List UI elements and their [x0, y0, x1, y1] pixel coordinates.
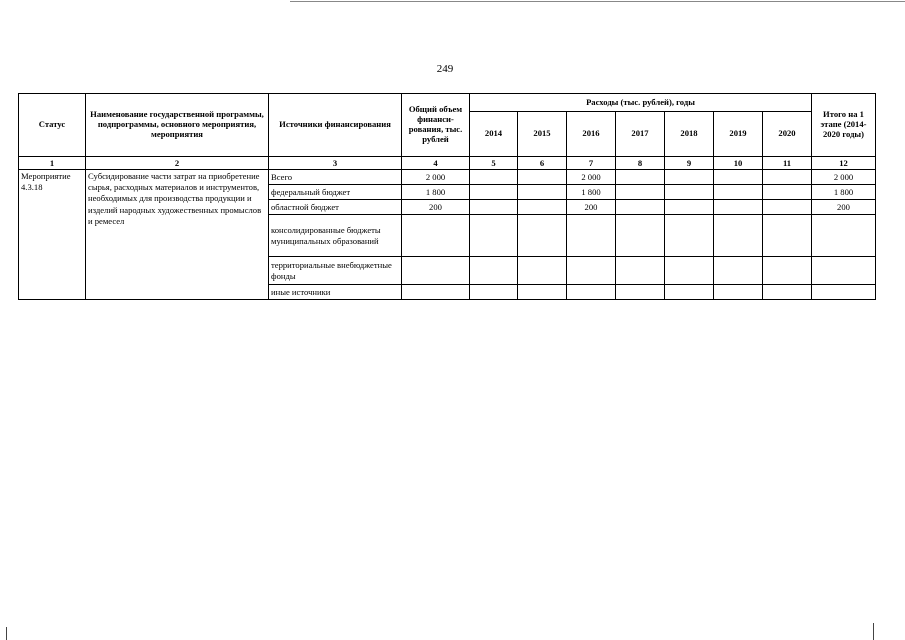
header-sources: Источники финансирования [269, 94, 402, 157]
record-name: Субсидирование части затрат на приобретение сырья, расходных материалов и инструментов, необходимых для производства продукции и изделий народных художественных промыслов и ремесел [86, 170, 269, 300]
total-cell [402, 257, 470, 285]
year-cell: 2 000 [567, 170, 616, 185]
scan-edge-line [290, 1, 905, 2]
year-cell [714, 170, 763, 185]
column-number: 7 [567, 157, 616, 170]
year-cell [714, 257, 763, 285]
stage-total-cell: 1 800 [812, 185, 876, 200]
page-number: 249 [436, 63, 454, 75]
column-number: 2 [86, 157, 269, 170]
stage-total-cell [812, 257, 876, 285]
year-cell [470, 185, 518, 200]
year-cell [714, 215, 763, 257]
year-cell [470, 200, 518, 215]
stage-total-cell [812, 285, 876, 300]
year-cell [665, 215, 714, 257]
year-cell [665, 257, 714, 285]
year-cell [714, 285, 763, 300]
source-cell: областной бюджет [269, 200, 402, 215]
year-cell [518, 200, 567, 215]
year-cell [470, 170, 518, 185]
total-cell: 2 000 [402, 170, 470, 185]
year-cell [763, 185, 812, 200]
year-cell: 1 800 [567, 185, 616, 200]
record-status: Мероприятие 4.3.18 [19, 170, 86, 300]
source-cell: федеральный бюджет [269, 185, 402, 200]
column-number: 8 [616, 157, 665, 170]
year-cell [470, 257, 518, 285]
column-number: 12 [812, 157, 876, 170]
year-cell [665, 170, 714, 185]
stage-total-cell [812, 215, 876, 257]
year-cell [567, 215, 616, 257]
year-cell [518, 257, 567, 285]
year-cell [518, 170, 567, 185]
year-cell [616, 185, 665, 200]
header-year: 2018 [665, 112, 714, 157]
stage-total-cell: 200 [812, 200, 876, 215]
header-year: 2019 [714, 112, 763, 157]
year-cell [616, 257, 665, 285]
budget-table [18, 93, 876, 300]
column-number: 1 [19, 157, 86, 170]
header-row [19, 94, 876, 112]
table-row [19, 170, 876, 185]
year-cell [518, 185, 567, 200]
header-year: 2015 [518, 112, 567, 157]
year-cell [470, 285, 518, 300]
column-number: 5 [470, 157, 518, 170]
header-expenses-group: Расходы (тыс. рублей), годы [470, 94, 812, 112]
source-cell: Всего [269, 170, 402, 185]
total-cell [402, 215, 470, 257]
year-cell [518, 215, 567, 257]
header-year: 2016 [567, 112, 616, 157]
header-stage-total: Итого на 1 этапе (2014-2020 годы) [812, 94, 876, 157]
header-status: Статус [19, 94, 86, 157]
header-year: 2020 [763, 112, 812, 157]
year-cell [616, 215, 665, 257]
scan-mark [873, 623, 874, 640]
column-number: 11 [763, 157, 812, 170]
source-cell: иные источники [269, 285, 402, 300]
year-cell [616, 170, 665, 185]
year-cell: 200 [567, 200, 616, 215]
column-number: 3 [269, 157, 402, 170]
total-cell [402, 285, 470, 300]
year-cell [763, 285, 812, 300]
year-cell [665, 200, 714, 215]
header-name: Наименование государственной программы, подпрограммы, основного мероприятия, мероприятия [86, 94, 269, 157]
scan-mark [6, 627, 7, 640]
year-cell [665, 185, 714, 200]
column-number: 10 [714, 157, 763, 170]
year-cell [616, 200, 665, 215]
column-number: 4 [402, 157, 470, 170]
header-year: 2017 [616, 112, 665, 157]
year-cell [714, 200, 763, 215]
total-cell: 200 [402, 200, 470, 215]
year-cell [665, 285, 714, 300]
year-cell [470, 215, 518, 257]
header-total-volume: Общий объем финанси-рования, тыс. рублей [402, 94, 470, 157]
year-cell [567, 285, 616, 300]
source-cell: консолидированные бюджеты муниципальных образований [269, 215, 402, 257]
year-cell [714, 185, 763, 200]
source-cell: территориальные внебюджетные фонды [269, 257, 402, 285]
column-number: 9 [665, 157, 714, 170]
year-cell [567, 257, 616, 285]
year-cell [763, 170, 812, 185]
stage-total-cell: 2 000 [812, 170, 876, 185]
year-cell [763, 200, 812, 215]
column-number: 6 [518, 157, 567, 170]
year-cell [763, 215, 812, 257]
year-cell [616, 285, 665, 300]
year-cell [763, 257, 812, 285]
year-cell [518, 285, 567, 300]
total-cell: 1 800 [402, 185, 470, 200]
header-year: 2014 [470, 112, 518, 157]
column-number-row [19, 157, 876, 170]
